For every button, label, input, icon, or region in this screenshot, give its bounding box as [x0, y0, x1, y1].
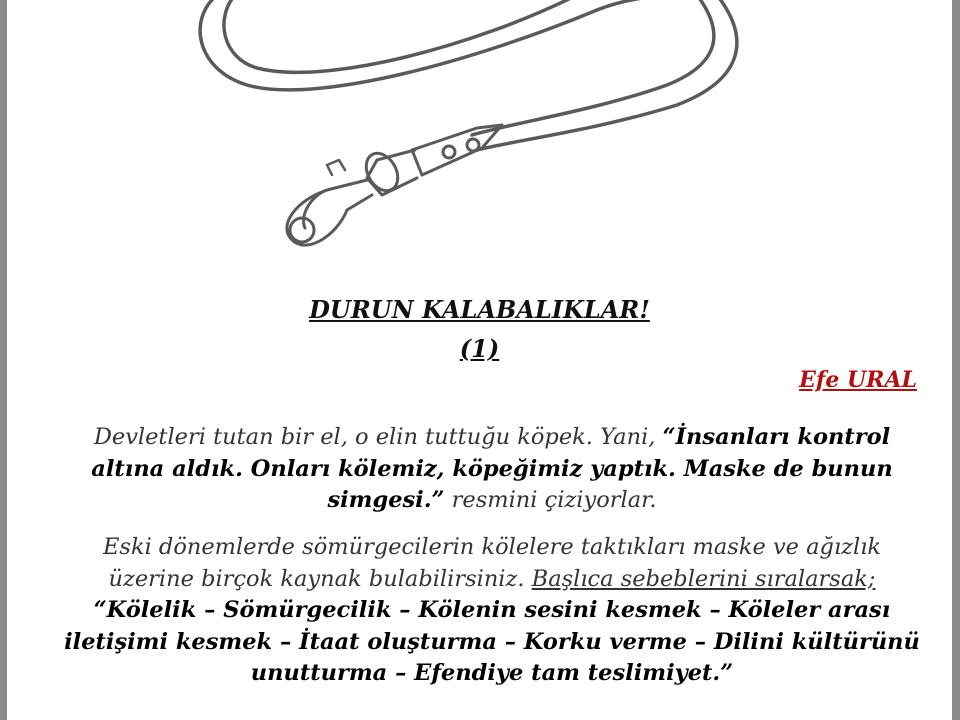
- right-frame-border: [952, 0, 960, 720]
- document-number: (1): [459, 334, 500, 363]
- paragraph-2-quote: “Kölelik – Sömürgecilik – Kölenin sesini kesmek – Köleler arası iletişimi kesmek – İtaat oluşturma – Korku verme – Dilini kültürünü unutturma – Efendiye tam teslimiyet.”: [64, 597, 920, 686]
- paragraph-1-quote: “İnsanları kontrol altına aldık. Onları kölemiz, köpeğimiz yaptık. Maske de bunun simgesi.”: [91, 424, 893, 513]
- paragraph-2-intro: Eski dönemlerde sömürgecilerin kölelere taktıkları maske ve ağızlık üzerine birçok kaynak bulabilirsiniz.: [102, 534, 882, 592]
- paragraph-2-underlined: Başlıca sebeblerini sıralarsak;: [531, 565, 876, 592]
- paragraph-1: [62, 422, 922, 517]
- paragraph-1-intro: Devletleri tutan bir el, o elin tuttuğu köpek. Yani,: [93, 424, 663, 450]
- paragraph-1-outro: resmini çiziyorlar.: [444, 487, 657, 513]
- document-title: DURUN KALABALIKLAR!: [309, 295, 650, 324]
- document-page: [7, 0, 952, 720]
- author-name: Efe URAL: [799, 367, 917, 393]
- dog-leash-icon: [177, 0, 747, 250]
- paragraph-2: [62, 532, 922, 690]
- left-frame-border: [0, 0, 7, 720]
